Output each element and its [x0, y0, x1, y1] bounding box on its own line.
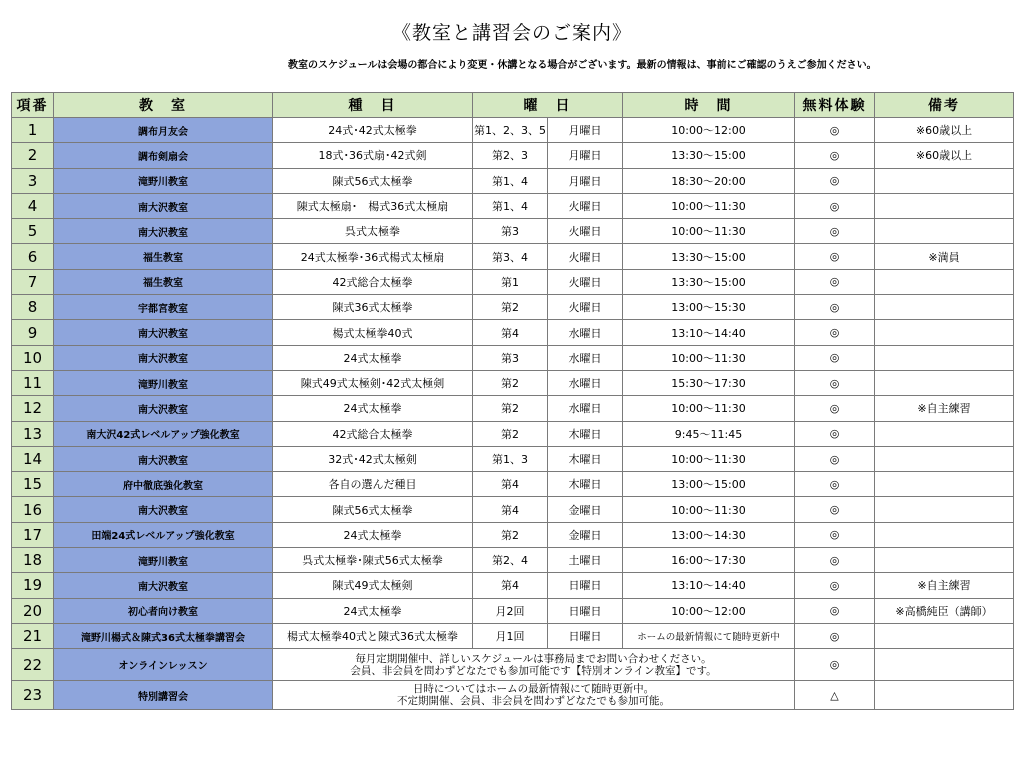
row-number: 21 [12, 623, 54, 648]
class-name: オンラインレッスン [54, 649, 273, 681]
table-row [12, 345, 1014, 370]
kind-cell: 陳式49式太極剣･42式太極剣 [273, 370, 473, 395]
row-number: 3 [12, 168, 54, 193]
week-cell: 第1、3 [473, 446, 548, 471]
kind-cell: 42式総合太極拳 [273, 421, 473, 446]
class-name: 府中徹底強化教室 [54, 472, 273, 497]
week-cell: 第4 [473, 320, 548, 345]
day-cell: 月曜日 [548, 168, 623, 193]
table-row [12, 219, 1014, 244]
trial-mark: ◎ [795, 497, 875, 522]
kind-cell: 42式総合太極拳 [273, 269, 473, 294]
time-cell: 13:30～15:00 [623, 143, 795, 168]
class-name: 南大沢教室 [54, 446, 273, 471]
class-name: 滝野川教室 [54, 548, 273, 573]
time-cell: 10:00～11:30 [623, 497, 795, 522]
time-cell: 13:00～15:00 [623, 472, 795, 497]
kind-cell: 24式･42式太極拳 [273, 118, 473, 143]
kind-cell: 呉式太極拳 [273, 219, 473, 244]
description-line: 会員、非会員を問わずどなたでも参加可能です【特別オンライン教室】です。 [350, 664, 717, 677]
table-row [12, 193, 1014, 218]
time-cell: 13:10～14:40 [623, 573, 795, 598]
day-cell: 水曜日 [548, 345, 623, 370]
row-number: 6 [12, 244, 54, 269]
note-cell: ※自主練習 [875, 573, 1014, 598]
kind-cell: 陳式56式太極拳 [273, 168, 473, 193]
day-cell: 金曜日 [548, 522, 623, 547]
trial-mark: ◎ [795, 370, 875, 395]
row-number: 1 [12, 118, 54, 143]
day-cell: 火曜日 [548, 295, 623, 320]
page-title: 《教室と講習会のご案内》 [391, 22, 632, 44]
header-weekday: 曜 日 [473, 93, 623, 118]
time-cell: 13:00～14:30 [623, 522, 795, 547]
description-line: 不定期開催、会員、非会員を問わずどなたでも参加可能。 [397, 695, 670, 708]
note-cell [875, 649, 1014, 681]
trial-mark: ◎ [795, 193, 875, 218]
week-cell: 第3、4 [473, 244, 548, 269]
time-cell: 10:00～12:00 [623, 118, 795, 143]
table-row [12, 168, 1014, 193]
header-note: 備考 [875, 93, 1014, 118]
row-description [273, 649, 795, 681]
header-kind: 種 目 [273, 93, 473, 118]
note-cell [875, 472, 1014, 497]
trial-mark: ◎ [795, 623, 875, 648]
note-cell: ※満員 [875, 244, 1014, 269]
time-cell: 10:00～11:30 [623, 446, 795, 471]
kind-cell: 24式太極拳 [273, 345, 473, 370]
table-row [12, 244, 1014, 269]
note-cell [875, 168, 1014, 193]
week-cell: 第2 [473, 522, 548, 547]
class-name: 南大沢教室 [54, 193, 273, 218]
row-number: 8 [12, 295, 54, 320]
day-cell: 日曜日 [548, 623, 623, 648]
time-cell: 10:00～11:30 [623, 193, 795, 218]
class-name: 滝野川教室 [54, 168, 273, 193]
note-cell [875, 269, 1014, 294]
table-row [12, 269, 1014, 294]
schedule-notice: 教室のスケジュールは会場の都合により変更・休講となる場合がございます。最新の情報は、事前にご確認のうえご参加ください。 [288, 60, 877, 71]
row-number: 2 [12, 143, 54, 168]
trial-mark: ◎ [795, 118, 875, 143]
row-number: 16 [12, 497, 54, 522]
day-cell: 火曜日 [548, 219, 623, 244]
time-cell: 13:30～15:00 [623, 244, 795, 269]
trial-mark: ◎ [795, 522, 875, 547]
row-number: 11 [12, 370, 54, 395]
time-cell: 13:00～15:30 [623, 295, 795, 320]
class-name: 田端24式レベルアップ強化教室 [54, 522, 273, 547]
trial-mark: ◎ [795, 472, 875, 497]
trial-mark: △ [795, 681, 875, 710]
class-name: 調布月友会 [54, 118, 273, 143]
class-name: 特別講習会 [54, 681, 273, 710]
trial-mark: ◎ [795, 320, 875, 345]
kind-cell: 陳式36式太極拳 [273, 295, 473, 320]
note-cell [875, 497, 1014, 522]
trial-mark: ◎ [795, 649, 875, 681]
description-line: 日時についてはホームの最新情報にて随時更新中。 [412, 683, 655, 696]
class-name: 南大沢教室 [54, 396, 273, 421]
trial-mark: ◎ [795, 168, 875, 193]
table-row [12, 598, 1014, 623]
trial-mark: ◎ [795, 345, 875, 370]
note-cell [875, 446, 1014, 471]
kind-cell: 各自の選んだ種目 [273, 472, 473, 497]
kind-cell: 24式太極拳 [273, 396, 473, 421]
week-cell: 第2 [473, 370, 548, 395]
note-cell [875, 548, 1014, 573]
row-number: 20 [12, 598, 54, 623]
time-cell: 10:00～11:30 [623, 396, 795, 421]
kind-cell: 陳式49式太極剣 [273, 573, 473, 598]
class-name: 滝野川楊式＆陳式36式太極拳講習会 [54, 623, 273, 648]
time-cell: 10:00～11:30 [623, 345, 795, 370]
day-cell: 月曜日 [548, 143, 623, 168]
row-number: 5 [12, 219, 54, 244]
row-number: 9 [12, 320, 54, 345]
row-number: 19 [12, 573, 54, 598]
row-description [273, 681, 795, 710]
kind-cell: 呉式太極拳･陳式56式太極拳 [273, 548, 473, 573]
time-cell: 15:30～17:30 [623, 370, 795, 395]
note-cell: ※60歳以上 [875, 143, 1014, 168]
table-row [12, 118, 1014, 143]
day-cell: 火曜日 [548, 269, 623, 294]
class-name: 福生教室 [54, 244, 273, 269]
class-name: 調布剣扇会 [54, 143, 273, 168]
row-number: 18 [12, 548, 54, 573]
class-name: 初心者向け教室 [54, 598, 273, 623]
class-name: 宇都宮教室 [54, 295, 273, 320]
row-number: 7 [12, 269, 54, 294]
week-cell: 第1、4 [473, 168, 548, 193]
table-row [12, 421, 1014, 446]
note-cell [875, 320, 1014, 345]
kind-cell: 楊式太極拳40式 [273, 320, 473, 345]
class-name: 滝野川教室 [54, 370, 273, 395]
note-cell [875, 370, 1014, 395]
note-cell: ※自主練習 [875, 396, 1014, 421]
class-name: 南大沢教室 [54, 320, 273, 345]
class-name: 南大沢42式レベルアップ強化教室 [54, 421, 273, 446]
day-cell: 水曜日 [548, 396, 623, 421]
week-cell: 月1回 [473, 623, 548, 648]
row-number: 15 [12, 472, 54, 497]
week-cell: 第4 [473, 573, 548, 598]
kind-cell: 24式太極拳 [273, 522, 473, 547]
week-cell: 第3 [473, 219, 548, 244]
week-cell: 第1、4 [473, 193, 548, 218]
table-row [12, 396, 1014, 421]
day-cell: 木曜日 [548, 421, 623, 446]
time-cell: 16:00～17:30 [623, 548, 795, 573]
kind-cell: 18式･36式扇･42式剣 [273, 143, 473, 168]
day-cell: 水曜日 [548, 320, 623, 345]
day-cell: 月曜日 [548, 118, 623, 143]
week-cell: 第2、4 [473, 548, 548, 573]
week-cell: 第3 [473, 345, 548, 370]
time-cell: ホームの最新情報にて随時更新中 [623, 623, 795, 648]
week-cell: 第1、2、3、5 [473, 118, 548, 143]
table-row-23 [12, 681, 1014, 710]
kind-cell: 32式･42式太極剣 [273, 446, 473, 471]
time-cell: 10:00～11:30 [623, 219, 795, 244]
note-cell: ※高橋純臣（講師） [875, 598, 1014, 623]
header-row [12, 93, 1014, 118]
note-cell [875, 522, 1014, 547]
table-row [12, 472, 1014, 497]
week-cell: 第2、3 [473, 143, 548, 168]
table-row [12, 573, 1014, 598]
row-number: 22 [12, 649, 54, 681]
trial-mark: ◎ [795, 396, 875, 421]
week-cell: 第2 [473, 295, 548, 320]
note-cell [875, 345, 1014, 370]
day-cell: 日曜日 [548, 598, 623, 623]
week-cell: 第2 [473, 396, 548, 421]
time-cell: 13:10～14:40 [623, 320, 795, 345]
header-class: 教 室 [54, 93, 273, 118]
table-row [12, 623, 1014, 648]
trial-mark: ◎ [795, 143, 875, 168]
kind-cell: 24式太極拳 [273, 598, 473, 623]
day-cell: 日曜日 [548, 573, 623, 598]
class-name: 南大沢教室 [54, 219, 273, 244]
day-cell: 金曜日 [548, 497, 623, 522]
week-cell: 第4 [473, 472, 548, 497]
note-cell [875, 193, 1014, 218]
week-cell: 第2 [473, 421, 548, 446]
table-row [12, 370, 1014, 395]
class-name: 南大沢教室 [54, 573, 273, 598]
kind-cell: 楊式太極拳40式と陳式36式太極拳 [273, 623, 473, 648]
note-cell [875, 623, 1014, 648]
note-cell [875, 421, 1014, 446]
class-name: 南大沢教室 [54, 345, 273, 370]
note-cell [875, 681, 1014, 710]
row-number: 12 [12, 396, 54, 421]
class-name: 福生教室 [54, 269, 273, 294]
row-number: 10 [12, 345, 54, 370]
note-cell [875, 295, 1014, 320]
day-cell: 火曜日 [548, 193, 623, 218]
trial-mark: ◎ [795, 548, 875, 573]
trial-mark: ◎ [795, 295, 875, 320]
day-cell: 木曜日 [548, 472, 623, 497]
row-number: 14 [12, 446, 54, 471]
trial-mark: ◎ [795, 219, 875, 244]
header-no: 項番 [12, 93, 54, 118]
table-row [12, 446, 1014, 471]
week-cell: 月2回 [473, 598, 548, 623]
schedule-table [11, 92, 1014, 710]
day-cell: 火曜日 [548, 244, 623, 269]
trial-mark: ◎ [795, 573, 875, 598]
time-cell: 10:00～12:00 [623, 598, 795, 623]
day-cell: 水曜日 [548, 370, 623, 395]
kind-cell: 陳式56式太極拳 [273, 497, 473, 522]
class-name: 南大沢教室 [54, 497, 273, 522]
header-trial: 無料体験 [795, 93, 875, 118]
table-row [12, 548, 1014, 573]
table-row [12, 320, 1014, 345]
week-cell: 第4 [473, 497, 548, 522]
time-cell: 9:45～11:45 [623, 421, 795, 446]
trial-mark: ◎ [795, 446, 875, 471]
table-row [12, 143, 1014, 168]
description-line: 毎月定期開催中、詳しいスケジュールは事務局までお問い合わせください。 [355, 652, 712, 665]
row-number: 17 [12, 522, 54, 547]
trial-mark: ◎ [795, 598, 875, 623]
table-row-22 [12, 649, 1014, 681]
table-row [12, 295, 1014, 320]
table-row [12, 522, 1014, 547]
day-cell: 木曜日 [548, 446, 623, 471]
header-time: 時 間 [623, 93, 795, 118]
trial-mark: ◎ [795, 269, 875, 294]
note-cell [875, 219, 1014, 244]
day-cell: 土曜日 [548, 548, 623, 573]
time-cell: 13:30～15:00 [623, 269, 795, 294]
week-cell: 第1 [473, 269, 548, 294]
kind-cell: 陳式太極扇･ 楊式36式太極扇 [273, 193, 473, 218]
row-number: 13 [12, 421, 54, 446]
trial-mark: ◎ [795, 421, 875, 446]
note-cell: ※60歳以上 [875, 118, 1014, 143]
table-row [12, 497, 1014, 522]
trial-mark: ◎ [795, 244, 875, 269]
row-number: 4 [12, 193, 54, 218]
kind-cell: 24式太極拳･36式楊式太極扇 [273, 244, 473, 269]
time-cell: 18:30～20:00 [623, 168, 795, 193]
row-number: 23 [12, 681, 54, 710]
